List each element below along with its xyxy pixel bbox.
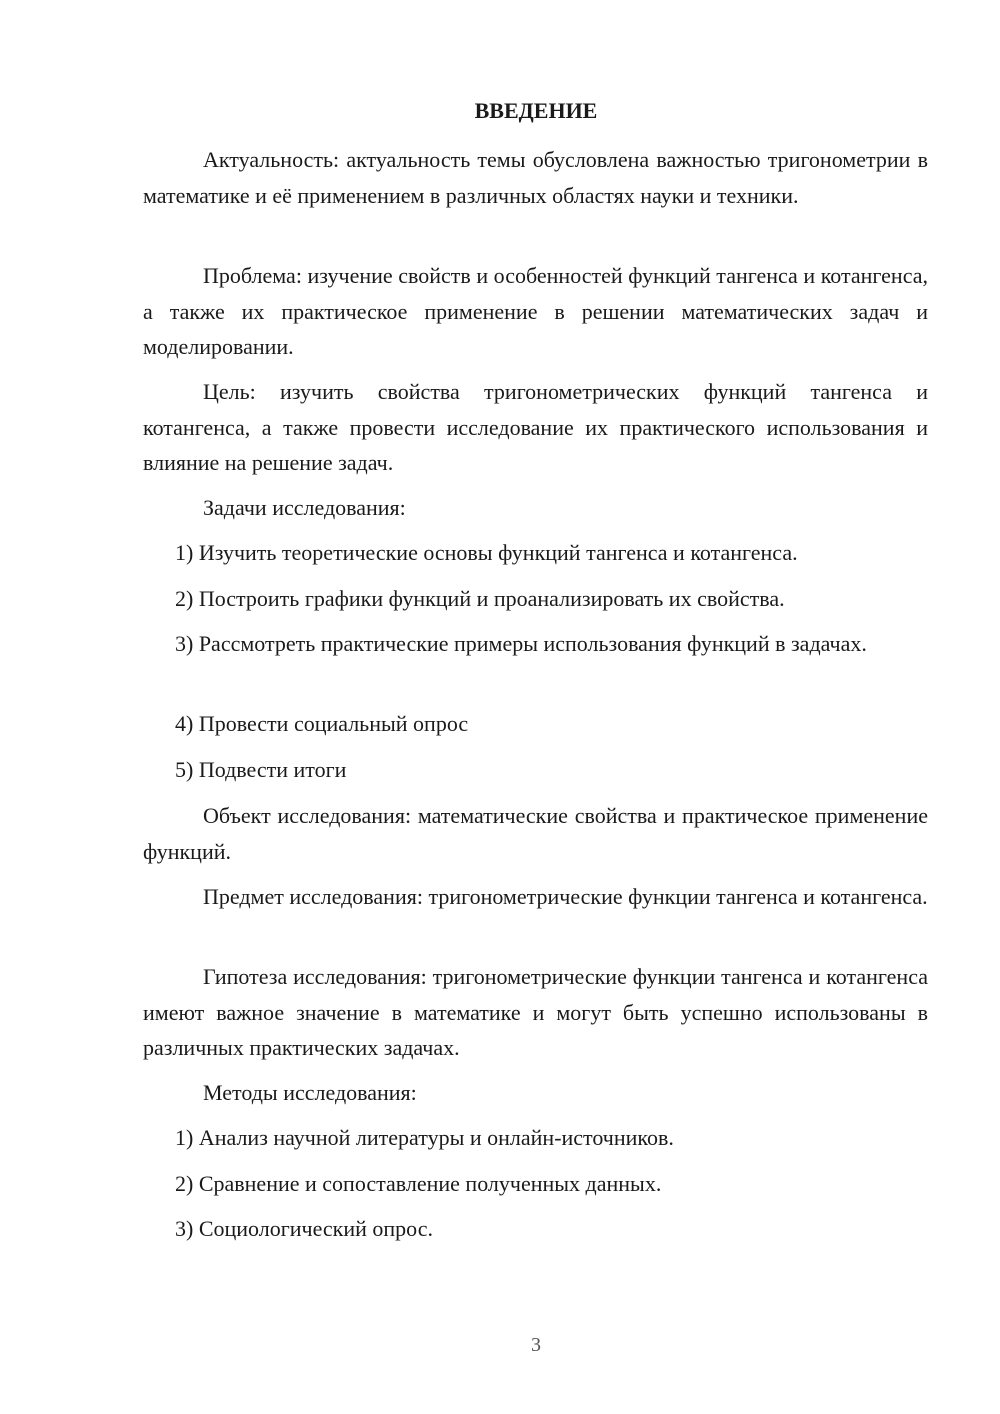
task-item-4: 4) Провести социальный опрос — [175, 711, 469, 736]
problem-paragraph: Проблема: изучение свойств и особенностей функций тангенса и котангенса, а также их практическое применение в решении математических задач и моделировании. — [143, 263, 928, 359]
method-item-2: 2) Сравнение и сопоставление полученных данных. — [175, 1171, 662, 1196]
task-item-3: 3) Рассмотреть практические примеры использования функций в задачах. — [175, 631, 867, 656]
subject-paragraph: Предмет исследования: тригонометрические функции тангенса и котангенса. — [203, 884, 928, 909]
section-heading: ВВЕДЕНИЕ — [474, 98, 598, 123]
hypothesis-paragraph: Гипотеза исследования: тригонометрические функции тангенса и котангенса имеют важное значение в математике и могут быть успешно использованы в различных практических задачах. — [143, 964, 928, 1060]
tasks-heading: Задачи исследования: — [203, 495, 406, 520]
goal-paragraph: Цель: изучить свойства тригонометрических функций тангенса и котангенса, а также провести исследование их практического использования и влияние на решение задач. — [143, 379, 928, 475]
task-item-1: 1) Изучить теоретические основы функций тангенса и котангенса. — [175, 540, 798, 565]
method-item-3: 3) Социологический опрос. — [175, 1216, 433, 1241]
task-item-2: 2) Построить графики функций и проанализировать их свойства. — [175, 586, 785, 611]
method-item-1: 1) Анализ научной литературы и онлайн-источников. — [175, 1125, 674, 1150]
task-item-5: 5) Подвести итоги — [175, 757, 347, 782]
object-paragraph: Объект исследования: математические свойства и практическое применение функций. — [143, 803, 928, 864]
relevance-paragraph: Актуальность: актуальность темы обусловлена важностью тригонометрии в математике и её применением в различных областях науки и техники. — [143, 147, 928, 208]
methods-heading: Методы исследования: — [203, 1080, 417, 1105]
page-number: 3 — [531, 1334, 541, 1356]
